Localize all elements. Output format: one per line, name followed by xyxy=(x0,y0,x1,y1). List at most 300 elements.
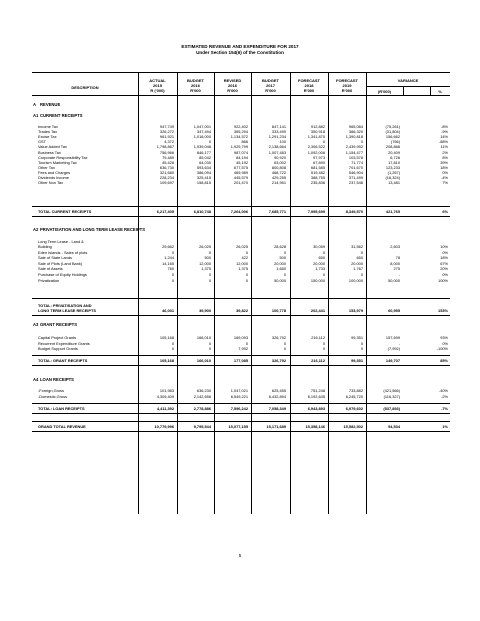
cell-value: 468,722 xyxy=(271,169,286,175)
cell-value: 0 xyxy=(360,340,363,346)
cell-value: 1,375 xyxy=(201,266,211,272)
cell-value: 79,489 xyxy=(162,154,174,160)
cell-value: 149,707 xyxy=(385,358,400,363)
header-top-rule xyxy=(32,72,450,73)
cell-value: 0 xyxy=(283,249,286,255)
cell-value: 158,815 xyxy=(196,180,211,186)
cell-value: 26,025 xyxy=(199,244,211,249)
cell-value: 20,000 xyxy=(313,260,325,266)
cell-value: 2% xyxy=(442,149,448,155)
section-title-revenue: REVENUE xyxy=(40,102,61,107)
row-label: TOTAL: PRIVATISATION AND xyxy=(38,303,92,308)
section-letter-a2: A2 xyxy=(33,227,39,232)
header-bottom-rule xyxy=(32,95,450,96)
cell-value: 2,138,664 xyxy=(268,144,286,150)
header-budget-2016: BUDGET 2016 R'000 xyxy=(187,78,204,93)
cell-value: -9% xyxy=(441,129,448,135)
cell-value: 97,973 xyxy=(313,154,325,160)
rule xyxy=(32,298,450,299)
row-label: Income Tax xyxy=(38,124,58,129)
cell-value: 6% xyxy=(442,209,448,214)
cell-value: 500 xyxy=(204,255,211,261)
cell-value: -100% xyxy=(436,346,448,352)
cell-value: 0% xyxy=(442,272,448,277)
cell-value: 6,810,748 xyxy=(193,209,211,214)
cell-value: 1,939,046 xyxy=(193,144,211,150)
row-label: Trades Tax xyxy=(38,129,58,135)
cell-value: 1,733 xyxy=(315,266,325,272)
cell-value: 6,245,720 xyxy=(345,393,363,399)
cell-value: 17,810 xyxy=(388,159,400,165)
cell-value: 1,244 xyxy=(164,255,174,261)
cell-value: 388,755 xyxy=(310,175,325,180)
cell-value: 237,546 xyxy=(348,180,363,186)
cell-value: 29,662 xyxy=(162,244,174,249)
cell-value: 45,192 xyxy=(236,159,248,165)
cell-value: 0 xyxy=(208,277,211,283)
cell-value: 39,900 xyxy=(199,308,211,313)
rule xyxy=(32,206,450,207)
row-label: Other Non Tax xyxy=(38,180,64,186)
row-label: Fees and Charges xyxy=(38,169,71,175)
section-title-loan-receipts: LOAN RECEIPTS xyxy=(40,377,74,382)
cell-value: 6,726 xyxy=(390,154,400,160)
cell-value: 1,767 xyxy=(353,266,363,272)
column-divider xyxy=(138,72,139,514)
cell-value: 0 xyxy=(360,346,363,352)
cell-value: (421,566) xyxy=(383,388,400,393)
cell-value: 7,264,006 xyxy=(230,209,248,214)
cell-value: 0 xyxy=(208,340,211,346)
cell-value: 2,603 xyxy=(390,244,400,249)
cell-value: 153,979 xyxy=(348,308,363,313)
section-letter-a: A xyxy=(33,102,37,107)
header-variance: VARIANCE xyxy=(397,78,419,83)
header-budget-2017: BUDGET 2017 R'000 xyxy=(262,78,279,93)
cell-value: 365,294 xyxy=(233,129,248,135)
cell-value: 333,490 xyxy=(271,129,286,135)
cell-value: 100 xyxy=(279,139,286,145)
cell-value: (31,804) xyxy=(385,129,400,135)
header-actual: ACTUAL 2015 R ('000) xyxy=(149,78,166,93)
cell-value: 0 xyxy=(283,346,286,352)
cell-value: 216,112 xyxy=(311,358,325,363)
row-label: -Domestic,Gross xyxy=(38,393,67,399)
row-label: Purchase of Equity Holdings xyxy=(38,272,87,277)
row-label: Sale of Assets xyxy=(38,266,63,272)
cell-value: 650 xyxy=(356,255,363,261)
cell-value: 650 xyxy=(318,255,325,261)
cell-value: 67,890 xyxy=(313,159,325,165)
cell-value: 0 xyxy=(322,340,325,346)
cell-value: 46,031 xyxy=(162,308,174,313)
cell-value: 347,494 xyxy=(196,129,211,135)
column-divider xyxy=(251,72,252,514)
section-letter-a1: A1 xyxy=(33,113,39,118)
row-label: Budget Support Grants xyxy=(38,346,78,352)
cell-value: 6,192,645 xyxy=(307,393,325,399)
cell-value: 0 xyxy=(360,249,363,255)
cell-value: 100% xyxy=(438,277,448,283)
cell-value: 519,482 xyxy=(310,169,325,175)
cell-value: 99,351 xyxy=(351,335,363,340)
cell-value: 1,154,477 xyxy=(345,149,363,155)
cell-value: 201,470 xyxy=(233,180,248,186)
cell-value: 6,549,221 xyxy=(230,393,248,399)
cell-value: 0 xyxy=(322,249,325,255)
cell-value: -88% xyxy=(438,139,448,145)
cell-value: (16,324) xyxy=(385,175,400,180)
cell-value: 0 xyxy=(360,139,363,145)
cell-value: 0 xyxy=(245,277,248,283)
section-title-grant-receipts: GRANT RECEIPTS xyxy=(40,322,77,327)
row-label: Capital Project Grants xyxy=(38,335,77,340)
cell-value: 20,000 xyxy=(351,260,363,266)
cell-value: 84,194 xyxy=(236,154,248,160)
cell-value: -7% xyxy=(441,406,448,411)
cell-value: 78 xyxy=(395,255,400,261)
cell-value: 0 xyxy=(283,340,286,346)
privatisation-subheading: Long Term Lease - Land & xyxy=(38,239,84,244)
cell-value: 105,168 xyxy=(159,335,174,340)
cell-value: 1,650 xyxy=(276,266,286,272)
cell-value: 202,441 xyxy=(310,308,325,313)
cell-value: 15,171,689 xyxy=(266,424,286,429)
cell-value: 326,792 xyxy=(271,335,286,340)
cell-value: 7,058,349 xyxy=(268,406,286,411)
header-description: DESCRIPTION xyxy=(71,85,99,90)
rule xyxy=(32,315,450,316)
cell-value: 90,920 xyxy=(274,154,286,160)
cell-value: (116,327) xyxy=(383,393,400,399)
cell-value: 39,822 xyxy=(236,308,248,313)
cell-value: 2,142,656 xyxy=(193,393,211,399)
cell-value: 500 xyxy=(279,255,286,261)
cell-value: 625,455 xyxy=(271,388,286,393)
cell-value: 760 xyxy=(167,266,174,272)
cell-value: 636,730 xyxy=(159,164,174,170)
cell-value: 0 xyxy=(171,277,174,283)
rule xyxy=(32,431,450,432)
cell-value: 31,562 xyxy=(351,244,363,249)
cell-value: 922,402 xyxy=(233,124,248,129)
cell-value: 45,428 xyxy=(162,159,174,165)
cell-value: 18% xyxy=(440,164,448,170)
cell-value: 28,628 xyxy=(274,244,286,249)
row-label: TOTAL CURRENT RECEIPTS xyxy=(38,209,92,214)
cell-value: 7,992 xyxy=(238,346,248,352)
cell-value: 0 xyxy=(208,249,211,255)
row-label: Value Added Tax xyxy=(38,144,67,150)
section-title-privatisation: PRIVATISATION AND LONG TERM LEASE RECEIPTS xyxy=(40,227,146,232)
cell-value: 846,177 xyxy=(196,149,211,155)
cell-value: 1% xyxy=(442,424,448,429)
cell-value: (75,261) xyxy=(385,124,400,129)
cell-value: 7,596,242 xyxy=(230,406,248,411)
cell-value: 325,415 xyxy=(196,175,211,180)
section-letter-a4: A4 xyxy=(33,377,39,382)
row-label: TOTAL: GRANT RECEIPTS xyxy=(38,358,88,363)
row-label: TOTAL: LOAN RECEIPTS xyxy=(38,406,85,411)
cell-value: (766) xyxy=(390,139,400,145)
cell-value: -8% xyxy=(441,124,448,129)
cell-value: 0 xyxy=(208,346,211,352)
cell-value: 10% xyxy=(440,244,448,249)
cell-value: 60,955 xyxy=(388,308,400,313)
cell-value: 214,951 xyxy=(271,180,286,186)
column-divider xyxy=(403,86,404,95)
cell-value: 15,077,155 xyxy=(228,424,248,429)
cell-value: 0 xyxy=(245,272,248,277)
cell-value: 8% xyxy=(442,154,448,160)
cell-value: 0 xyxy=(245,340,248,346)
row-label: -Foreign,Gross xyxy=(38,388,64,393)
header-forecast-2018: FORECAST 2018 R'000 xyxy=(298,78,320,93)
cell-value: 20% xyxy=(440,266,448,272)
cell-value: 0 xyxy=(322,346,325,352)
cell-value: (537,893) xyxy=(383,406,400,411)
cell-value: 20,000 xyxy=(274,260,286,266)
page-number: 5 xyxy=(238,553,242,558)
cell-value: 847,141 xyxy=(271,124,286,129)
cell-value: 50,000 xyxy=(388,277,400,283)
cell-value: 0 xyxy=(171,272,174,277)
cell-value: 14,165 xyxy=(162,260,174,266)
cell-value: 63,002 xyxy=(274,159,286,165)
column-divider xyxy=(290,72,291,514)
variance-subheader-rule xyxy=(366,86,450,87)
cell-value: 93% xyxy=(440,335,448,340)
column-divider xyxy=(366,72,367,514)
rule xyxy=(32,413,450,414)
rule xyxy=(32,365,450,366)
cell-value: 150,000 xyxy=(310,277,325,283)
cell-value: 67% xyxy=(440,260,448,266)
section-letter-a3: A3 xyxy=(33,322,39,327)
cell-value: 800,808 xyxy=(271,164,286,170)
cell-value: 1,375 xyxy=(238,266,248,272)
cell-value: 12,000 xyxy=(236,260,248,266)
cell-value: 756,966 xyxy=(159,149,174,155)
cell-value: 701,670 xyxy=(348,164,363,170)
cell-value: 0% xyxy=(442,169,448,175)
cell-value: 30,059 xyxy=(313,244,325,249)
cell-value: 866 xyxy=(241,139,248,145)
cell-value: 100,778 xyxy=(271,308,286,313)
cell-value: 1,092,006 xyxy=(307,149,325,155)
cell-value: 2,778,886 xyxy=(193,406,211,411)
cell-value: 10,779,996 xyxy=(154,424,174,429)
cell-value: 123,233 xyxy=(385,164,400,170)
rule xyxy=(32,355,450,356)
cell-value: 275 xyxy=(393,266,400,272)
cell-value: 103,578 xyxy=(348,154,363,160)
cell-value: 94,534 xyxy=(388,424,400,429)
cell-value: 751,248 xyxy=(310,388,325,393)
cell-value: 14% xyxy=(440,134,448,140)
header-variance-amount: (R'000) xyxy=(377,89,392,94)
cell-value: 429,255 xyxy=(271,175,286,180)
cell-value: 26,025 xyxy=(236,244,248,249)
cell-value: 85% xyxy=(440,358,448,363)
cell-value: 677,575 xyxy=(233,164,248,170)
row-label: Recurrent Expenditure Grants xyxy=(38,340,90,346)
cell-value: 1,341,870 xyxy=(307,134,325,140)
cell-value: 157,699 xyxy=(385,335,400,340)
cell-value: 169,093 xyxy=(233,335,248,340)
cell-value: 546,904 xyxy=(348,169,363,175)
cell-value: 12,000 xyxy=(199,260,211,266)
cell-value: 15,358,146 xyxy=(305,424,325,429)
row-label: Corporate Responsibility Tax xyxy=(38,154,88,160)
cell-value: 7,685,771 xyxy=(268,209,286,214)
cell-value: 0 xyxy=(171,346,174,352)
cell-value: 0% xyxy=(442,249,448,255)
cell-value: 39% xyxy=(440,159,448,165)
cell-value: 8,349,570 xyxy=(345,209,363,214)
cell-value: 733,882 xyxy=(348,388,363,393)
cell-value: 1,798,867 xyxy=(156,144,174,150)
cell-value: 153% xyxy=(438,308,448,313)
cell-value: - xyxy=(398,272,400,277)
cell-value: 105,168 xyxy=(159,358,174,363)
column-divider xyxy=(214,72,215,514)
cell-value: 156,662 xyxy=(385,134,400,140)
cell-value: 1,007,483 xyxy=(268,149,286,155)
cell-value: 7% xyxy=(442,180,448,186)
cell-value: 6,943,893 xyxy=(307,406,325,411)
cell-value: 0% xyxy=(442,340,448,346)
cell-value: 228,234 xyxy=(159,175,174,180)
cell-value: -2% xyxy=(441,393,448,399)
cell-value: 912,882 xyxy=(310,124,325,129)
rule xyxy=(32,216,450,217)
cell-value: 166,010 xyxy=(196,335,211,340)
header-variance-percent: % xyxy=(438,89,442,94)
row-label: Building xyxy=(38,244,52,249)
cell-value: 469,989 xyxy=(233,169,248,175)
cell-value: 0 xyxy=(322,272,325,277)
cell-value: 15,582,502 xyxy=(343,424,363,429)
cell-value: - xyxy=(398,340,400,346)
cell-value: 1,291,234 xyxy=(268,134,286,140)
cell-value: 6,432,894 xyxy=(268,393,286,399)
cell-value: 216,112 xyxy=(311,335,325,340)
cell-value: 1,134,572 xyxy=(230,134,248,140)
rule xyxy=(32,421,450,422)
cell-value: 6,217,405 xyxy=(156,209,174,214)
cell-value: 177,085 xyxy=(233,358,248,363)
cell-value: (1,267) xyxy=(387,169,400,175)
cell-value: 961,921 xyxy=(159,134,174,140)
cell-value: 1,929,799 xyxy=(230,144,248,150)
cell-value: 99,351 xyxy=(351,358,363,363)
cell-value: 50,000 xyxy=(274,277,286,283)
column-divider xyxy=(177,72,178,514)
cell-value: 422 xyxy=(241,255,248,261)
cell-value: 1,390,818 xyxy=(345,134,363,140)
cell-value: 7,995,699 xyxy=(307,209,325,214)
cell-value: 2,306,522 xyxy=(307,144,325,150)
row-label: GST xyxy=(38,139,46,145)
cell-value: 350,918 xyxy=(310,129,325,135)
row-label: Sale of Plots (Land Bank) xyxy=(38,260,83,266)
cell-value: 1,047,001 xyxy=(193,124,211,129)
cell-value: 0 xyxy=(322,139,325,145)
cell-value: 326,792 xyxy=(271,358,286,363)
row-label: Sale of State Lands xyxy=(38,255,72,261)
cell-value: 20,409 xyxy=(388,149,400,155)
row-label: Excise Tax xyxy=(38,134,57,140)
cell-value: 386,094 xyxy=(196,169,211,175)
row-label: Eden Islands - Sales of plots xyxy=(38,249,88,255)
cell-value: 4,372 xyxy=(164,139,174,145)
cell-value: 371,499 xyxy=(348,175,363,180)
cell-value: 0 xyxy=(245,249,248,255)
cell-value: 235,836 xyxy=(310,180,325,186)
cell-value: 4,309,409 xyxy=(156,393,174,399)
cell-value: 947,749 xyxy=(159,124,174,129)
cell-value: 109,697 xyxy=(159,180,174,186)
cell-value: 0 xyxy=(283,272,286,277)
cell-value: 681,585 xyxy=(310,164,325,170)
cell-value: 71,774 xyxy=(351,159,363,165)
row-label: LONG TERM LEASE RECEIPTS xyxy=(38,308,96,313)
cell-value: 593,634 xyxy=(196,164,211,170)
cell-value: 0 xyxy=(171,340,174,346)
cell-value: 8,000 xyxy=(390,260,400,266)
header-revised-2016: REVISED 2016 R'000 xyxy=(223,78,242,93)
cell-value: (7,992) xyxy=(387,346,400,352)
header-forecast-2019: FORECAST 2019 R'000 xyxy=(336,78,358,93)
cell-value: 208,866 xyxy=(385,144,400,150)
cell-value: 636,230 xyxy=(196,388,211,393)
row-label: Business Tax xyxy=(38,149,61,155)
cell-value: -4% xyxy=(441,175,448,180)
cell-value: 18% xyxy=(440,255,448,261)
row-label: Tourism Marketing Tax xyxy=(38,159,77,165)
cell-value: 11% xyxy=(440,144,448,150)
cell-value: 166,010 xyxy=(196,358,211,363)
cell-value: 0 xyxy=(208,272,211,277)
cell-value: 0 xyxy=(171,249,174,255)
cell-value: 321,680 xyxy=(159,169,174,175)
document-title: ESTIMATED REVENUE AND EXPENDITURE FOR 2017 xyxy=(181,44,299,49)
row-label: Privatization xyxy=(38,277,60,283)
cell-value: 421,765 xyxy=(385,209,400,214)
cell-value: 64,030 xyxy=(199,159,211,165)
rule xyxy=(32,403,450,404)
cell-value: 6,979,602 xyxy=(345,406,363,411)
cell-value: 445,579 xyxy=(233,175,248,180)
cell-value: 366,320 xyxy=(348,129,363,135)
column-divider xyxy=(328,72,329,514)
cell-value: 2,439,992 xyxy=(345,144,363,150)
row-label: Other Tax xyxy=(38,164,55,170)
cell-value: -40% xyxy=(438,388,448,393)
cell-value: 987,074 xyxy=(233,149,248,155)
cell-value: 326,272 xyxy=(159,129,174,135)
document-subtitle: Under Section 154(6) of the Constitution xyxy=(196,50,284,55)
cell-value: 965,084 xyxy=(348,124,363,129)
cell-value: 13,481 xyxy=(388,180,400,186)
cell-value: 0 xyxy=(360,272,363,277)
row-label: Dividends Income xyxy=(38,175,69,180)
cell-value: 0 xyxy=(208,139,211,145)
row-label: GRAND TOTAL REVENUE xyxy=(38,424,86,429)
cell-value: 1,018,000 xyxy=(193,134,211,140)
cell-value: 4,411,392 xyxy=(156,406,174,411)
